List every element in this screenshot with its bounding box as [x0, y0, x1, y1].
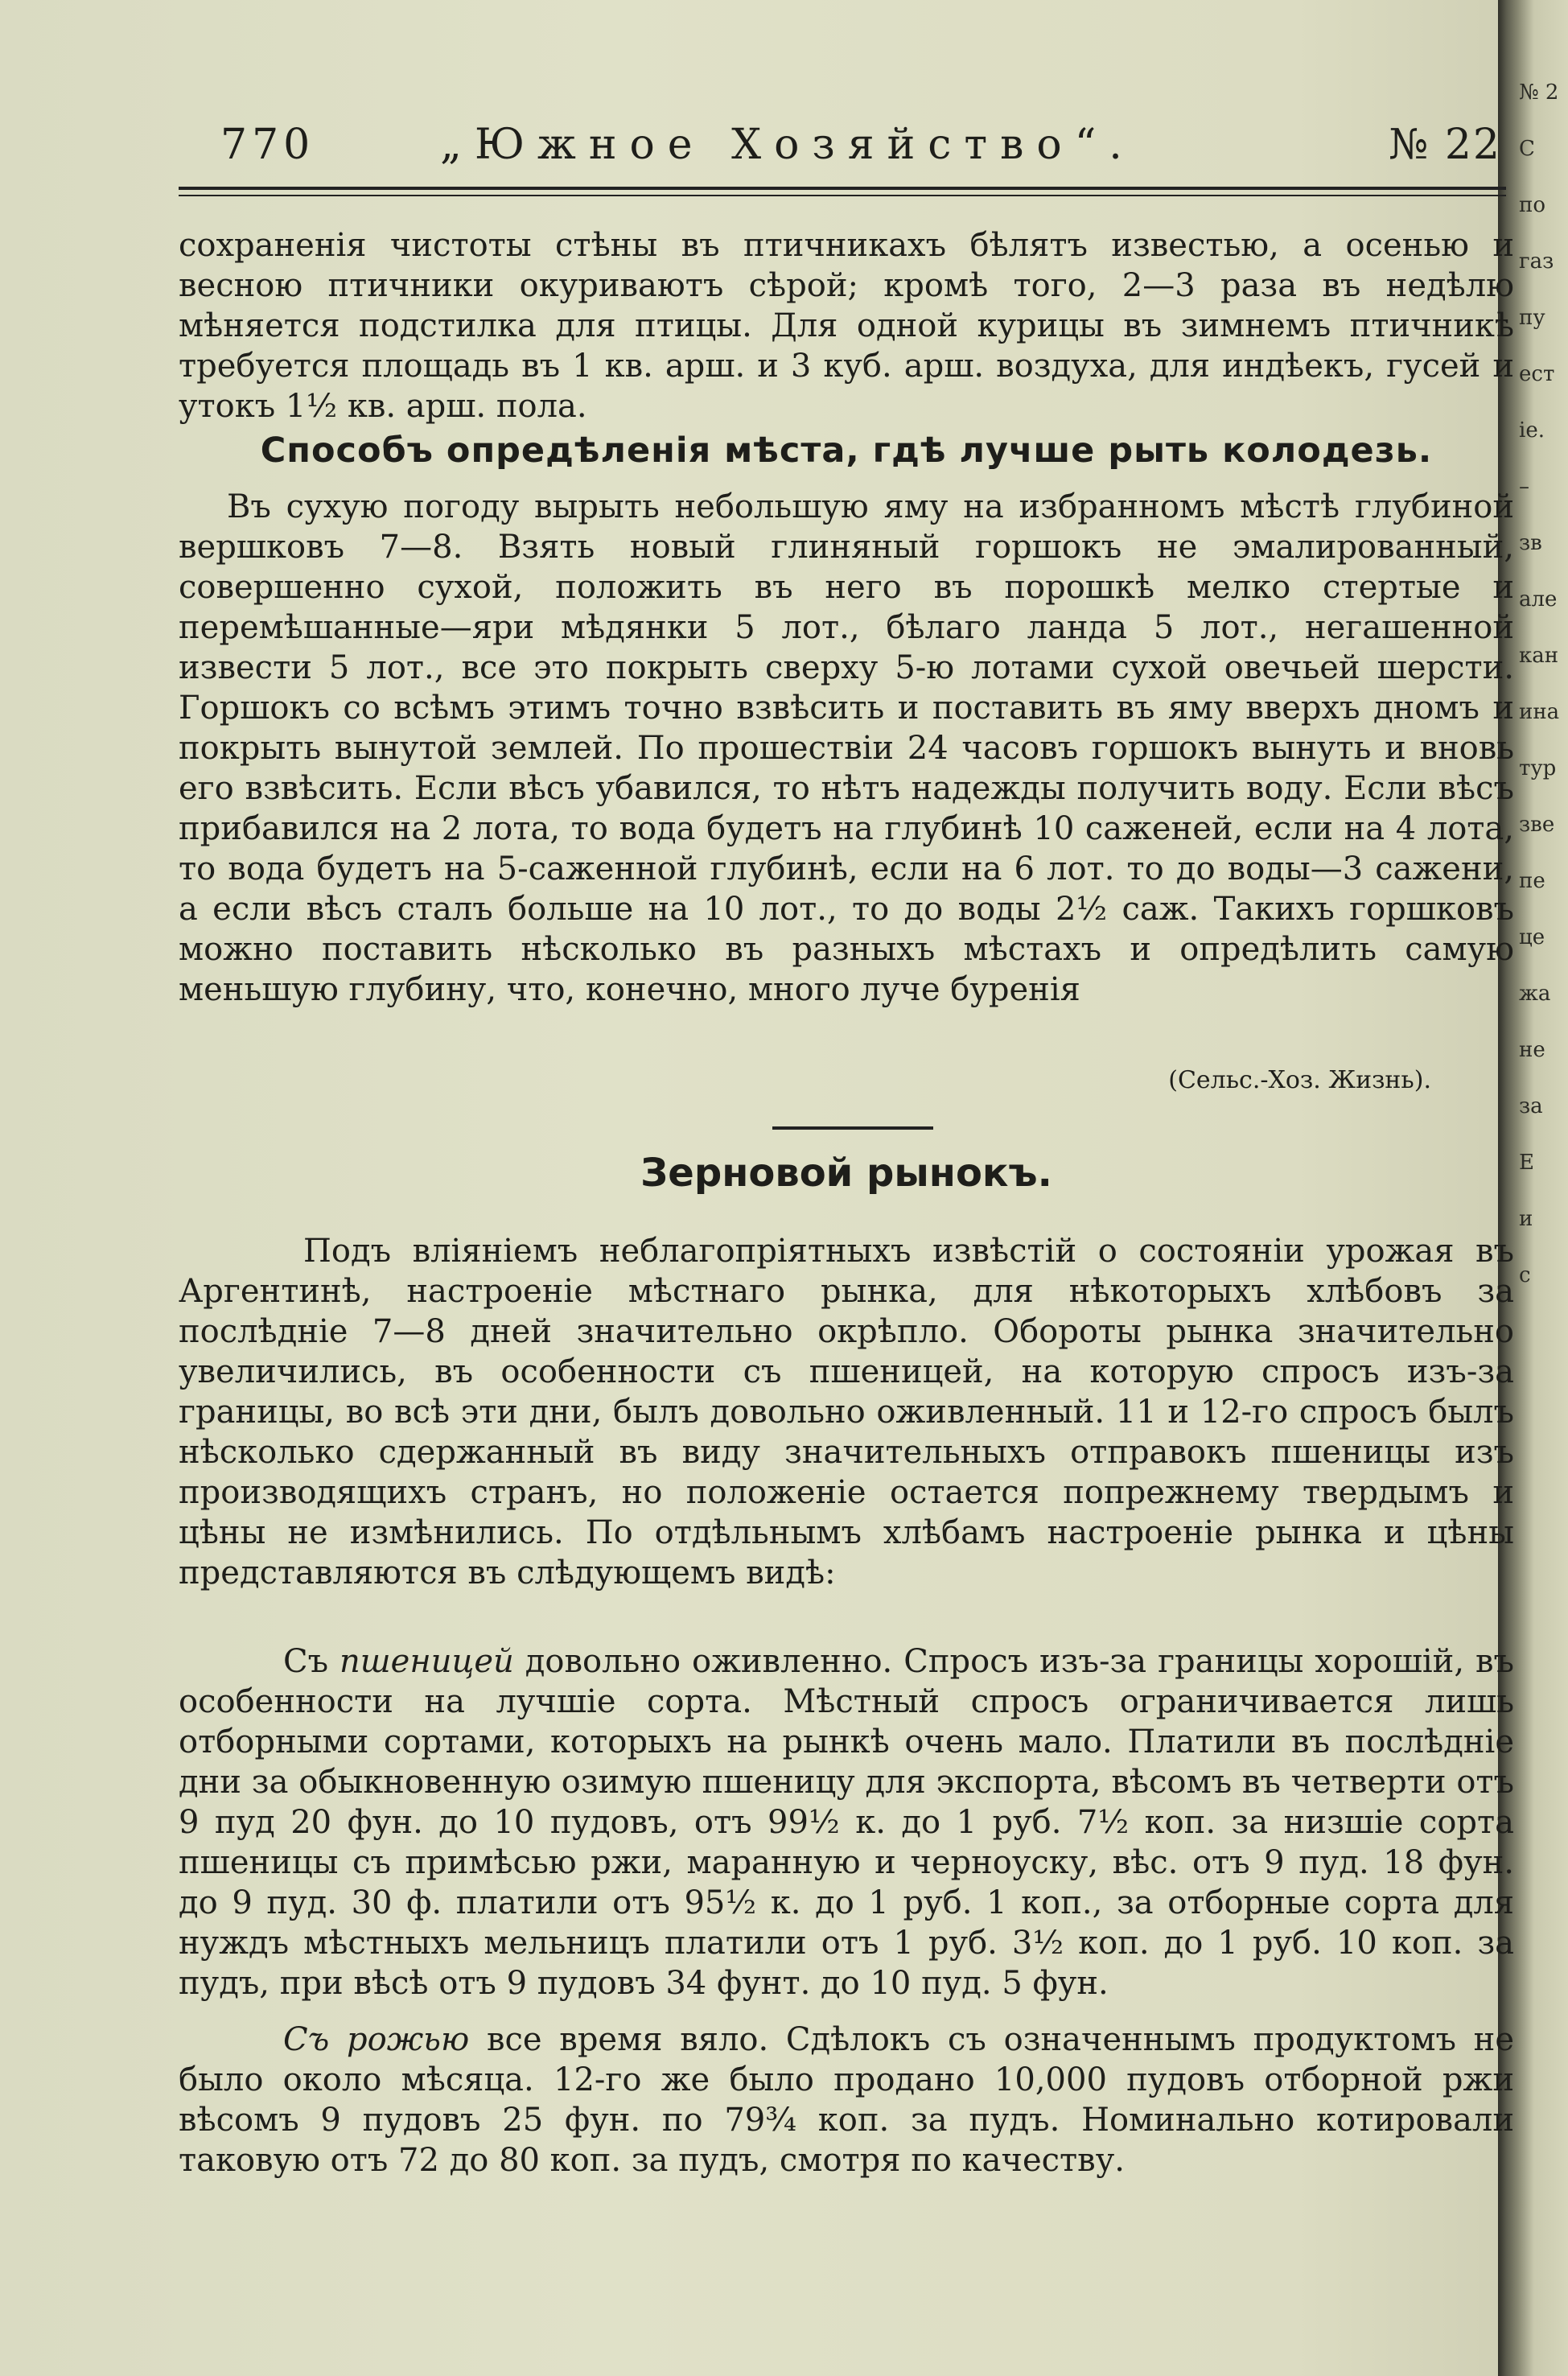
- header-rule-thin: [179, 195, 1506, 196]
- paragraph-text: [179, 1641, 1514, 2003]
- rye-emphasis: Съ рожью: [283, 2021, 470, 2058]
- fragment: пе: [1519, 869, 1545, 893]
- fragment: зве: [1519, 813, 1555, 837]
- fragment: пу: [1519, 306, 1545, 330]
- fragment: газ: [1519, 249, 1554, 274]
- fragment: за: [1519, 1094, 1543, 1118]
- fragment: –: [1519, 475, 1529, 499]
- grain-market-intro: [179, 1231, 1514, 1593]
- issue-number: № 22: [1389, 121, 1501, 169]
- body-text: все время вяло. Сдѣлокъ съ означеннымъ продуктомъ не было около мѣсяца. 12-го же было продано 10,000 пудовъ отборной ржи вѣсомъ 9 пудовъ 25 фун. по 79¾ коп. за пудъ. Номинально котировали таковую отъ 72 до 80 коп. за пудъ, смотря по качеству.: [179, 2021, 1514, 2179]
- fragment: ie.: [1519, 418, 1545, 443]
- fragment: по: [1519, 193, 1545, 217]
- body-text: довольно оживленно. Спросъ изъ-за границы хорошій, въ особенности на лучшіе сорта. Мѣстный спросъ ограничивается лишь отборными сортами, которыхъ на рынкѣ очень мало. Платили въ послѣдніе дни за обыкновенную озимую пшеницу для экспорта, вѣсомъ въ четверти отъ 9 пуд 20 фун. до 10 пудовъ, отъ 99½ к. до 1 руб. 7½ коп. за низшіе сорта пшеницы съ примѣсью ржи, маранную и черноуску, вѣс. отъ 9 пуд. 18 фун. до 9 пуд. 30 ф. платили отъ 95½ к. до 1 руб. 1 коп., за отборные сорта для нуждъ мѣстныхъ мельницъ платили отъ 1 руб. 3½ коп. до 1 руб. 10 коп. за пудъ, при вѣсѣ отъ 9 пудовъ 34 фунт. до 10 пуд. 5 фун.: [179, 1643, 1514, 2002]
- fragment: не: [1519, 1038, 1545, 1062]
- fragment: № 2: [1519, 80, 1559, 105]
- fragment: ест: [1519, 362, 1555, 386]
- fragment: Е: [1519, 1151, 1534, 1175]
- section-heading-grain-market: Зерновой рынокъ.: [640, 1151, 1052, 1196]
- paragraph-text: [179, 2020, 1514, 2180]
- fragment: але: [1519, 587, 1558, 612]
- header-rule-thick: [179, 187, 1506, 190]
- fragment: с: [1519, 1263, 1531, 1287]
- fragment: тур: [1519, 756, 1557, 780]
- section-divider: [772, 1126, 933, 1130]
- well-paragraph: [179, 487, 1514, 1010]
- journal-title: „Южное Хозяйство“.: [440, 121, 1135, 169]
- fragment: ина: [1519, 700, 1560, 724]
- paragraph-text: Подъ вліяніемъ неблагопріятныхъ извѣстій о состояніи урожая въ Аргентинѣ, настроеніе мѣстнаго рынка, для нѣкоторыхъ хлѣбовъ за послѣдніе 7—8 дней значительно окрѣпло. Обороты рынка значительно увеличились, въ особенности съ пшеницей, на которую спросъ изъ-за границы, во всѣ эти дни, былъ довольно оживленный. 11 и 12-го спросъ былъ нѣсколько сдержанный въ виду значительныхъ отправокъ пшеницы изъ производящихъ странъ, но положеніе остается попрежнему твердымъ и цѣны не измѣнились. По отдѣльнымъ хлѣбамъ настроеніе рынка и цѣны представляются въ слѣдующемъ видѣ:: [179, 1233, 1514, 1592]
- fragment: жа: [1519, 982, 1551, 1006]
- page-number: 770: [220, 121, 315, 169]
- fragment: зв: [1519, 531, 1542, 555]
- paragraph-text: Въ сухую погоду вырыть небольшую яму на избранномъ мѣстѣ глубиной вершковъ 7—8. Взять новый глиняный горшокъ не эмалированный, совершенно сухой, положить въ него въ порошкѣ мелко стертые и перемѣшанные—яри мѣдянки 5 лот., бѣлаго ланда 5 лот., негашенной извести 5 лот., все это покрыть сверху 5-ю лотами сухой овечьей шерсти. Горшокъ со всѣмъ этимъ точно взвѣсить и поставить въ яму вверхъ дномъ и покрыть вынутой землей. По прошествіи 24 часовъ горшокъ вынуть и вновь его взвѣсить. Если вѣсъ убавился, то нѣтъ надежды получить воду. Если вѣсъ прибавился на 2 лота, то вода будетъ на глубинѣ 10 саженей, если на 4 лота, то вода будетъ на 5-саженной глубинѣ, если на 6 лот. то до воды—3 сажени, а если вѣсъ сталъ больше на 10 лот., то до воды 2½ саж. Такихъ горшковъ можно поставить нѣсколько въ разныхъ мѣстахъ и опредѣлить самую меньшую глубину, что, конечно, много луче буренія: [179, 488, 1514, 1008]
- rye-paragraph: [179, 2020, 1514, 2180]
- adjacent-page-fragments: [1519, 64, 1568, 1303]
- fragment: кан: [1519, 644, 1559, 668]
- lead-text: Съ: [283, 1643, 340, 1680]
- running-header: [179, 121, 1514, 185]
- poultry-paragraph: [179, 225, 1514, 426]
- fragment: и: [1519, 1207, 1533, 1231]
- fragment: С: [1519, 137, 1535, 161]
- wheat-emphasis: пшеницей: [340, 1643, 514, 1680]
- wheat-paragraph: [179, 1641, 1514, 2003]
- paragraph-text: сохраненія чистоты стѣны въ птичникахъ бѣлятъ известью, а осенью и весною птичники окуриваютъ сѣрой; кромѣ того, 2—3 раза въ недѣлю мѣняется подстилка для птицы. Для одной курицы въ зимнемъ птичникѣ требуется площадь въ 1 кв. арш. и 3 куб. арш. воздуха, для индѣекъ, гусей и утокъ 1½ кв. арш. пола.: [179, 227, 1514, 425]
- fragment: це: [1519, 925, 1545, 949]
- section-heading-well: Способъ опредѣленія мѣста, гдѣ лучше рыть колодезь.: [260, 430, 1433, 471]
- source-citation: (Сельс.-Хоз. Жизнь).: [1168, 1066, 1431, 1094]
